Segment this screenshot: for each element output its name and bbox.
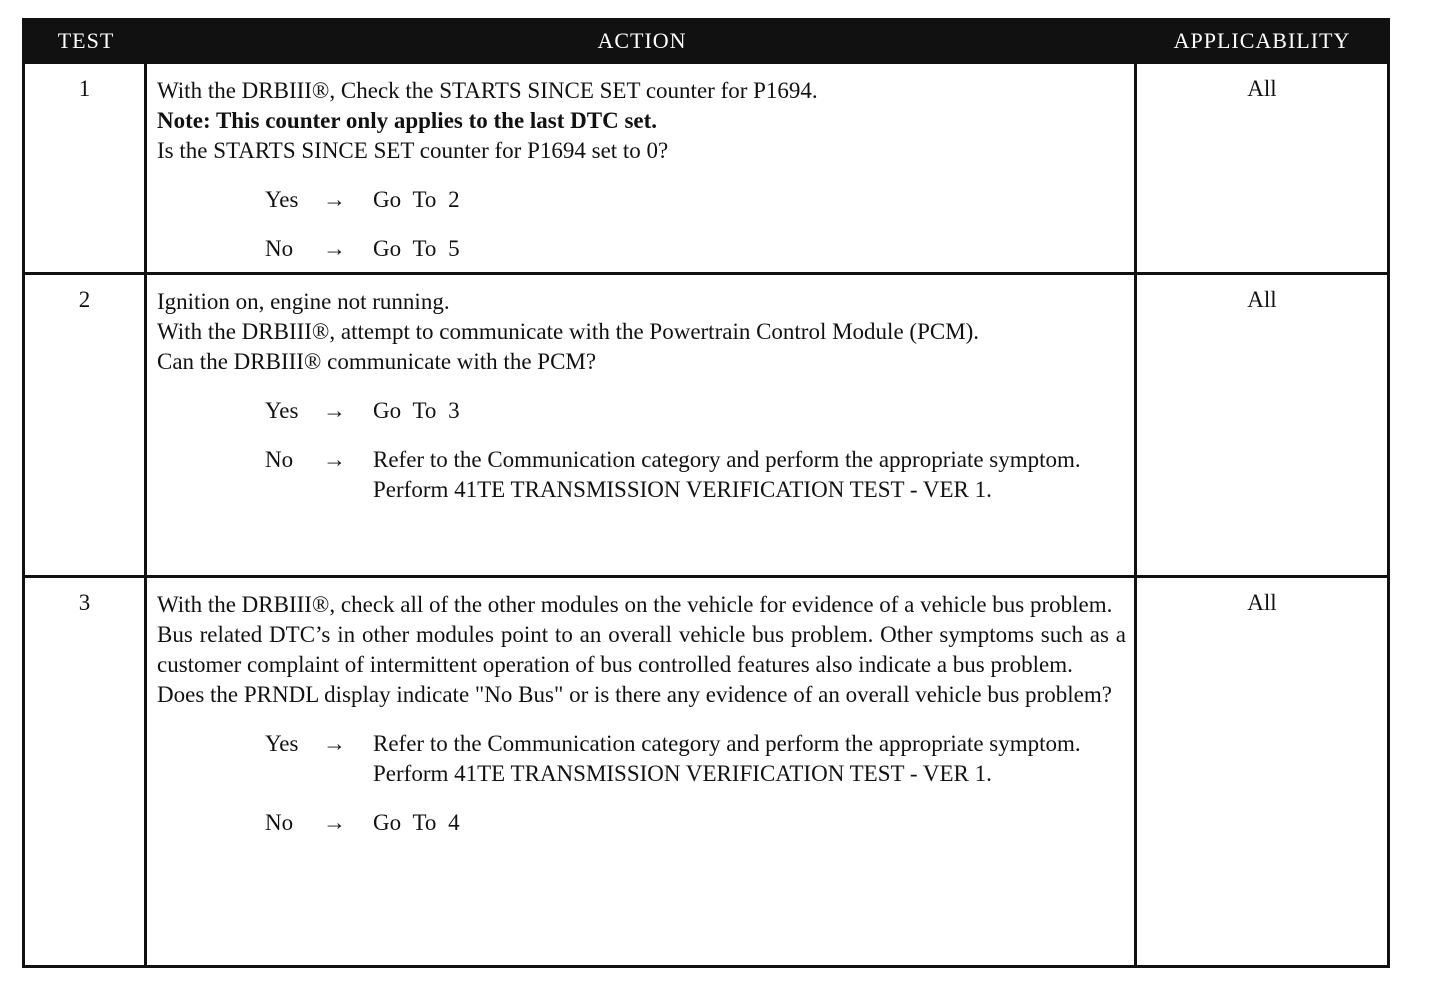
right-arrow-icon: →	[323, 447, 346, 472]
yes-result	[373, 729, 1126, 789]
table-header	[25, 21, 1387, 61]
applicability-cell: All	[1247, 76, 1277, 101]
action-cell	[147, 578, 1137, 965]
right-arrow-icon: →	[323, 398, 346, 423]
applicability-cell: All	[1247, 590, 1277, 615]
action-question: Does the PRNDL display indicate "No Bus" or is there any evidence of an overall vehicle bus problem?	[157, 682, 1112, 707]
no-result: Go To 5	[373, 236, 460, 261]
action-question: Is the STARTS SINCE SET counter for P1694 set to 0?	[157, 138, 669, 163]
header-action: ACTION	[597, 28, 687, 53]
header-applicability: APPLICABILITY	[1173, 28, 1351, 53]
right-arrow-icon: →	[323, 731, 346, 756]
yes-label: Yes	[265, 187, 299, 212]
test-number: 1	[25, 64, 147, 272]
no-option	[157, 234, 1126, 264]
no-label: No	[265, 236, 294, 261]
yes-result: Go To 2	[373, 187, 460, 212]
action-text: With the DRBIII®, attempt to communicate with the Powertrain Control Module (PCM).	[157, 319, 980, 344]
yes-result-test: Perform 41TE TRANSMISSION VERIFICATION TEST - VER 1.	[373, 761, 992, 786]
no-result: Go To 4	[373, 810, 460, 835]
yes-result: Go To 3	[373, 398, 460, 423]
no-label: No	[265, 447, 294, 472]
no-result-test: Perform 41TE TRANSMISSION VERIFICATION TEST - VER 1.	[373, 477, 992, 502]
no-result-text: Refer to the Communication category and perform the appropriate symptom.	[373, 447, 1081, 472]
action-text: Ignition on, engine not running.	[157, 289, 450, 314]
yes-result-text: Refer to the Communication category and perform the appropriate symptom.	[373, 731, 1081, 756]
no-option	[157, 445, 1126, 505]
test-number: 3	[25, 578, 147, 965]
yes-option	[157, 729, 1126, 789]
yes-label: Yes	[265, 731, 299, 756]
yes-label: Yes	[265, 398, 299, 423]
header-test: TEST	[57, 28, 115, 53]
test-number: 2	[25, 275, 147, 575]
action-note: Note: This counter only applies to the last DTC set.	[157, 108, 658, 133]
diagnostic-test-table	[22, 18, 1390, 968]
action-cell	[147, 64, 1137, 272]
right-arrow-icon: →	[323, 187, 346, 212]
yes-option	[157, 185, 1126, 215]
no-label: No	[265, 810, 294, 835]
action-text: With the DRBIII®, check all of the other modules on the vehicle for evidence of a vehicle bus problem.	[157, 592, 1113, 617]
table-row	[25, 575, 1387, 965]
right-arrow-icon: →	[323, 810, 346, 835]
no-result	[373, 445, 1126, 505]
action-text: Bus related DTC’s in other modules point to an overall vehicle bus problem. Other symptoms such as a customer complaint of intermittent operation of bus controlled features also indicate a bus problem.	[157, 622, 1126, 677]
right-arrow-icon: →	[323, 236, 346, 261]
yes-option	[157, 396, 1126, 426]
table-row	[25, 61, 1387, 272]
action-cell	[147, 275, 1137, 575]
table-row	[25, 272, 1387, 575]
applicability-cell: All	[1247, 287, 1277, 312]
action-text: With the DRBIII®, Check the STARTS SINCE SET counter for P1694.	[157, 78, 818, 103]
no-option	[157, 808, 1126, 838]
action-question: Can the DRBIII® communicate with the PCM?	[157, 349, 597, 374]
